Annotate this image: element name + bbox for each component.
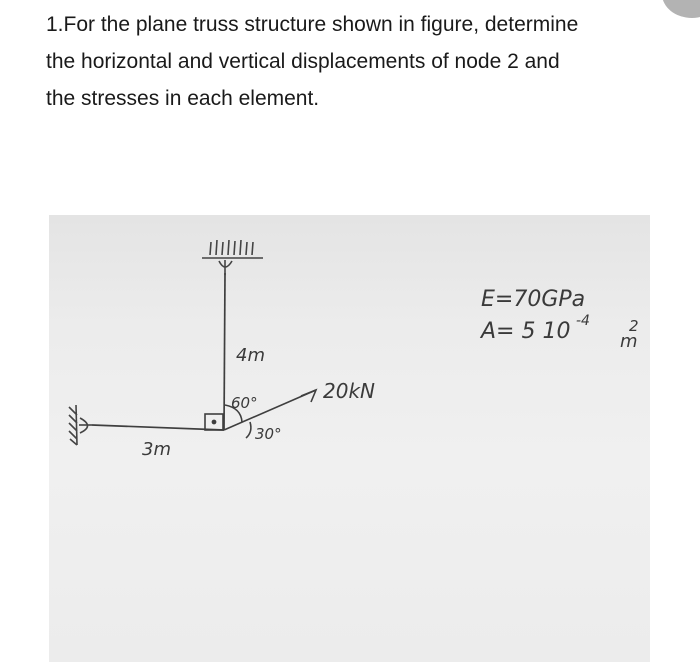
truss-members (92, 273, 225, 430)
area-unit-exponent: 2 (629, 317, 639, 335)
area-exponent: -4 (576, 313, 590, 329)
angle-30-label: 30° (255, 425, 282, 443)
truss-sketch-photo (49, 215, 650, 662)
length-3m-label: 3m (142, 439, 171, 460)
corner-circle (662, 0, 700, 18)
angle-60-label: 60° (231, 394, 258, 412)
question-line-1: 1.For the plane truss structure shown in figure, determine (46, 13, 579, 36)
left-support (69, 405, 92, 445)
vertical-member (224, 273, 225, 430)
question-line-2: the horizontal and vertical displacements of node 2 and (46, 50, 560, 73)
horizontal-member (92, 425, 224, 430)
problem-statement (46, 6, 666, 117)
area-label: A= 5 10 (481, 319, 571, 344)
angle-30-arc (246, 422, 251, 438)
load-label: 20kN (323, 379, 375, 403)
truss-sketch (49, 215, 650, 662)
youngs-modulus-label: E=70GPa (481, 287, 586, 312)
area-unit: m (620, 331, 638, 352)
top-support (202, 240, 263, 275)
length-4m-label: 4m (236, 345, 265, 366)
question-line-3: the stresses in each element. (46, 87, 320, 110)
